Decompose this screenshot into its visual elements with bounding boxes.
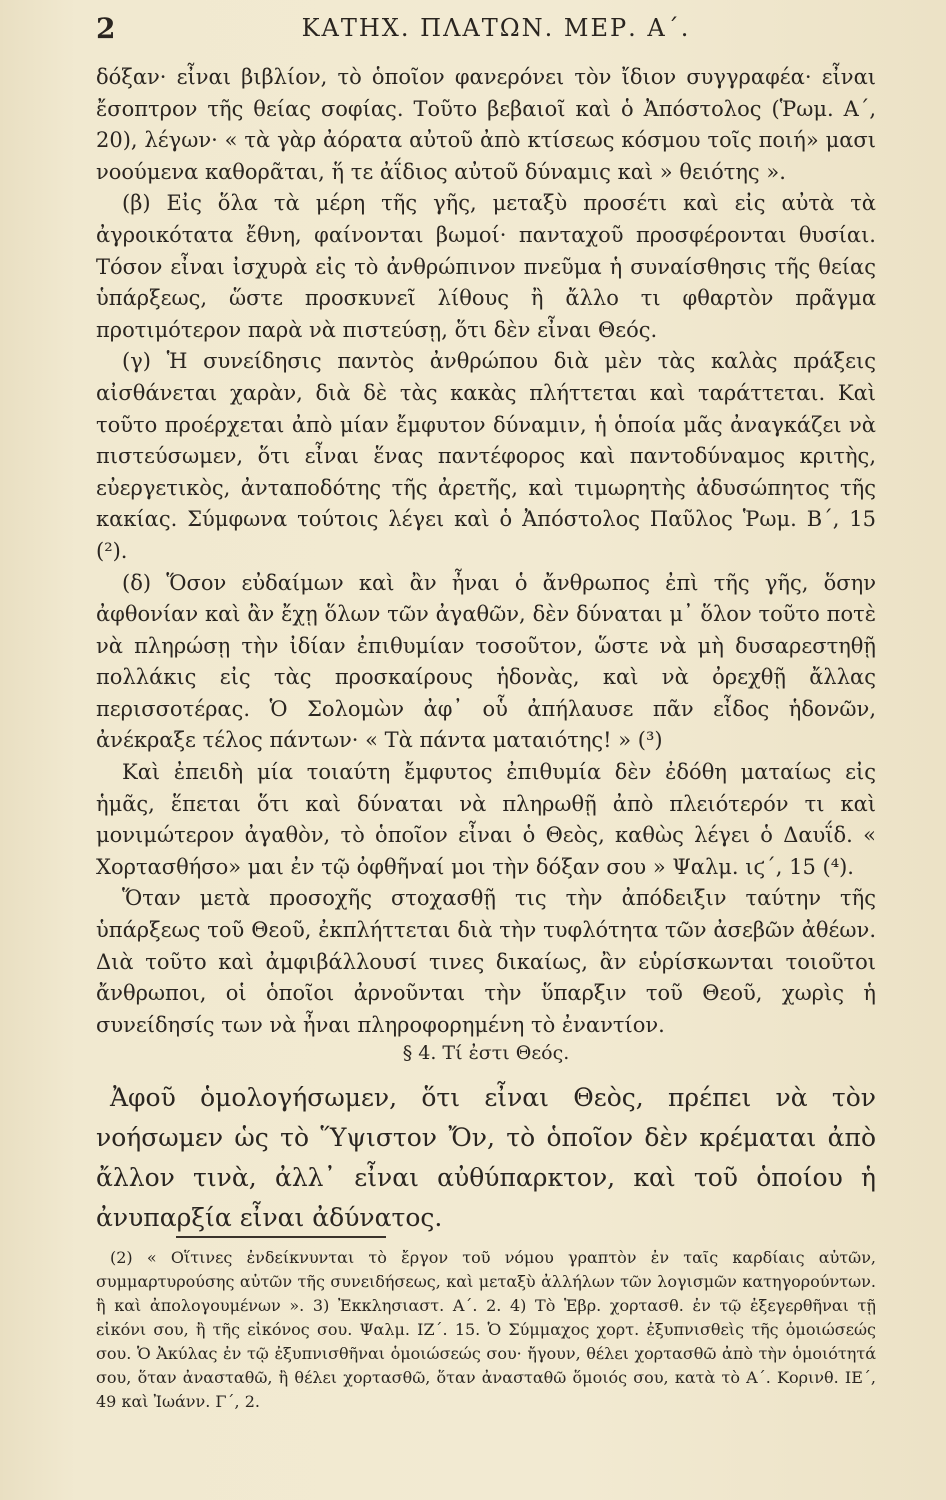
paragraph-desire: Καὶ ἐπειδὴ μία τοιαύτη ἔμφυτος ἐπιθυμία δὲν ἐδόθη ματαίως εἰς ἡμᾶς, ἕπεται ὅτι καὶ δύναται νὰ πληρωθῇ ἀπὸ πλειότερόν τι καὶ μονιμώτερον ἀγαθὸν, τὸ ὁποῖον εἶναι ὁ Θεὸς, καθὼς λέγει ὁ Δαυΐδ. « Χορτασθήσο» μαι ἐν τῷ ὀφθῆναί μοι τὴν δόξαν σου » Ψαλμ. ιϛ΄, 15 (⁴). (96, 760, 876, 879)
page-header (96, 12, 896, 46)
body-text (96, 62, 876, 1041)
paragraph-d: (δ) Ὅσον εὐδαίμων καὶ ἂν ἦναι ὁ ἄνθρωπος ἐπὶ τῆς γῆς, ὅσην ἀφθονίαν καὶ ἂν ἔχῃ ὅλων τῶν ἀγαθῶν, δὲν δύναται μ᾽ ὅλον τοῦτο ποτὲ νὰ πληρώσῃ τὴν ἰδίαν ἐπιθυμίαν τοσοῦτον, ὥστε νὰ μὴ δυσαρεστηθῇ πολλάκις εἰς τὰς προσκαίρους ἡδονὰς, καὶ νὰ ὀρεχθῇ ἄλλας περισσοτέρας. Ὁ Σολομὼν ἀφ᾽ οὗ ἀπήλαυσε πᾶν εἶδος ἡδονῶν, ἀνέκραξε τέλος πάντων· « Τὰ πάντα ματαιότης! » (³) (96, 570, 876, 753)
running-head: ΚΑΤΗΧ. ΠΛΑΤΩΝ. ΜΕΡ. Α΄. (301, 14, 691, 42)
definition-text (96, 1078, 876, 1238)
paragraph-b: (β) Εἰς ὅλα τὰ μέρη τῆς γῆς, μεταξὺ προσέτι καὶ εἰς αὐτὰ τὰ ἀγροικότατα ἔθνη, φαίνονται βωμοί· πανταχοῦ προσφέρονται θυσίαι. Τόσον εἶναι ἰσχυρὰ εἰς τὸ ἀνθρώπινον πνεῦμα ἡ συναίσθησις τῆς θείας ὑπάρξεως, ὥστε προσκυνεῖ λίθους ἢ ἄλλο τι φθαρτὸν πρᾶγμα προτιμότερον παρὰ νὰ πιστεύσῃ, ὅτι δὲν εἶναι Θεός. (96, 191, 876, 342)
footnote-text: (2) « Οἵτινες ἐνδείκνυνται τὸ ἔργον τοῦ νόμου γραπτὸν ἐν ταῖς καρδίαις αὐτῶν, συμμαρτυρούσης αὐτῶν τῆς συνειδήσεως, καὶ μεταξὺ ἀλλήλων τῶν λογισμῶν κατηγορούντων. ἢ καὶ ἀπολογουμένων ». 3) Ἐκκλησιαστ. Α΄. 2. 4) Τὸ Ἑβρ. χορτασθ. ἐν τῷ ἐξεγερθῆναι τῇ εἰκόνι σου, ἢ τῆς εἰκόνος σου. Ψαλμ. ΙΖ΄. 15. Ὁ Σύμμαχος χορτ. ἐξυπνισθεὶς τῆς ὁμοιώσεώς σου. Ὁ Ἀκύλας ἐν τῷ ἐξυπνισθῆναι ὁμοιώσεώς σου· ἤγουν, θέλει χορτασθῶ ἀπὸ τὴν ὁμοιότητά σου, ὅταν ἀνασταθῶ, ἢ θέλει χορτασθῶ, ὅταν ἀνασταθῶ ὅμοιός σου, κατὰ τὸ Α΄. Κορινθ. ΙΕ΄, 49 καὶ Ἰωάνν. Γ΄, 2. (96, 1248, 876, 1411)
definition-paragraph: Ἀφοῦ ὁμολογήσωμεν, ὅτι εἶναι Θεὸς, πρέπει νὰ τὸν νοήσωμεν ὡς τὸ Ὕψιστον Ὄν, τὸ ὁποῖον δὲν κρέμαται ἀπὸ ἄλλον τινὰ, ἀλλ᾽ εἶναι αὐθύπαρκτον, καὶ τοῦ ὁποίου ἡ ἀνυπαρξία εἶναι ἀδύνατος. (96, 1083, 876, 1232)
page-number: 2 (96, 12, 116, 45)
paragraph-c: (γ) Ἡ συνείδησις παντὸς ἀνθρώπου διὰ μὲν τὰς καλὰς πράξεις αἰσθάνεται χαρὰν, διὰ δὲ τὰς κακὰς πλήττεται καὶ ταράττεται. Καὶ τοῦτο προέρχεται ἀπὸ μίαν ἔμφυτον δύναμιν, ἡ ὁποία μᾶς ἀναγκάζει νὰ πιστεύσωμεν, ὅτι εἶναι ἕνας παντέφορος καὶ παντοδύναμος κριτὴς, εὐεργετικὸς, ἀνταποδότης τῆς ἀρετῆς, καὶ τιμωρητὴς ἀδυσώπητος τῆς κακίας. Σύμφωνα τούτοις λέγει καὶ ὁ Ἀπόστολος Παῦλος Ῥωμ. Β΄, 15 (²). (96, 349, 876, 563)
footnote-divider (176, 1236, 386, 1238)
footnotes (96, 1246, 876, 1414)
paragraph-intro: δόξαν· εἶναι βιβλίον, τὸ ὁποῖον φανερόνει τὸν ἴδιον συγγραφέα· εἶναι ἔσοπτρον τῆς θείας σοφίας. Τοῦτο βεβαιοῖ καὶ ὁ Ἀπόστολος (Ῥωμ. Α΄, 20), λέγων· « τὰ γὰρ ἀόρατα αὐτοῦ ἀπὸ κτίσεως κόσμου τοῖς ποιή» μασι νοούμενα καθορᾶται, ἥ τε ἀΐδιος αὐτοῦ δύναμις καὶ » θειότης ». (96, 65, 876, 184)
section-title: § 4. Τί ἐστι Θεός. (402, 1042, 570, 1064)
paragraph-atheists: Ὅταν μετὰ προσοχῆς στοχασθῇ τις τὴν ἀπόδειξιν ταύτην τῆς ὑπάρξεως τοῦ Θεοῦ, ἐκπλήττεται διὰ τὴν τυφλότητα τῶν ἀσεβῶν ἀθέων. Διὰ τοῦτο καὶ ἀμφιβάλλουσί τινες δικαίως, ἂν εὑρίσκωνται τοιοῦτοι ἄνθρωποι, οἱ ὁποῖοι ἀρνοῦνται τὴν ὕπαρξιν τοῦ Θεοῦ, χωρὶς ἡ συνείδησίς των νὰ ἦναι πληροφορημένη τὸ ἐναντίον. (96, 886, 876, 1037)
